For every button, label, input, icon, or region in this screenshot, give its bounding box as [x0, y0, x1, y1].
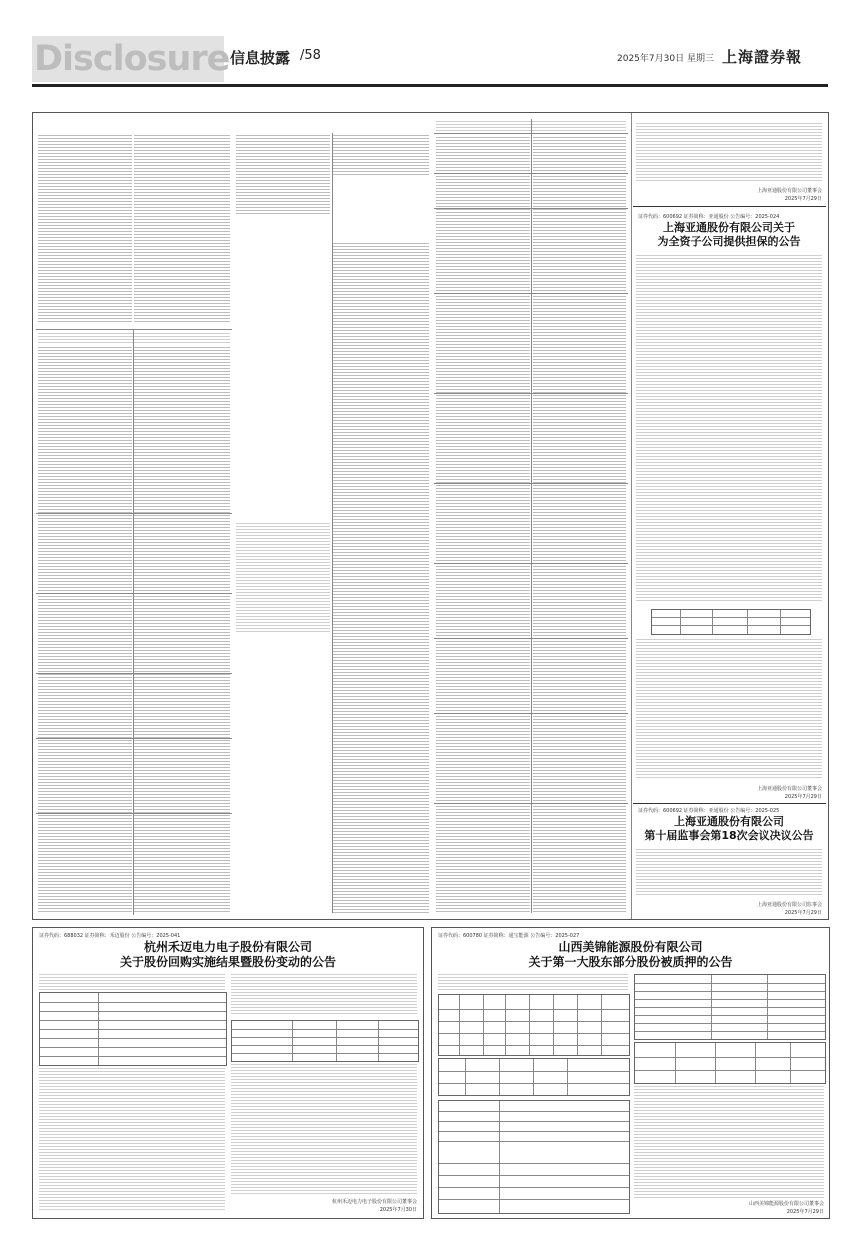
table-rule [36, 738, 232, 739]
table-divider [533, 1059, 534, 1095]
table-divider [529, 995, 530, 1055]
announcement-code: 证券代码：600692 证券简称：亚通股份 公告编号：2025-024 [638, 214, 780, 220]
text-block [636, 123, 822, 183]
signature-date: 2025年7月29日 [784, 794, 822, 800]
table-divider [567, 1059, 568, 1095]
table-rule [635, 1031, 825, 1032]
table-rule [434, 173, 628, 174]
table-divider [755, 1043, 756, 1083]
table-divider [715, 1043, 716, 1083]
announcement-title-line: 第十届监事会第18次会议决议公告 [644, 829, 814, 842]
table-rule [434, 638, 628, 639]
bottom-left-panel [32, 927, 424, 1219]
table-rule [40, 1029, 226, 1030]
table-divider [499, 1059, 500, 1095]
table-divider [292, 1021, 293, 1061]
table-rule [434, 208, 628, 209]
table-rule [40, 1038, 226, 1039]
table-rule [635, 1015, 825, 1016]
announcement-divider [633, 803, 826, 804]
table-rule [439, 1199, 629, 1200]
table-divider [601, 995, 602, 1055]
table-rule [434, 713, 628, 714]
text-block [39, 1068, 225, 1212]
text-block [636, 849, 822, 897]
table-rule [635, 991, 825, 992]
signature-company: 杭州禾迈电力电子股份有限公司董事会 [331, 1199, 417, 1205]
table-rule [652, 625, 810, 626]
table-rule [36, 329, 232, 330]
signature-company: 山西美锦能源股份有限公司董事会 [748, 1201, 824, 1207]
table-rule [635, 1023, 825, 1024]
table-rule [36, 813, 232, 814]
table-rule [232, 1053, 418, 1054]
table-divider [780, 610, 781, 634]
announcement-title [438, 940, 823, 970]
table-divider [499, 1101, 500, 1213]
table-rule [40, 1056, 226, 1057]
signature-company: 上海亚通股份有限公司董事会 [756, 188, 822, 194]
issue-date: 2025年7月30日 星期三 [617, 54, 714, 64]
signature-date: 2025年7月29日 [786, 1209, 824, 1215]
text-block [39, 974, 225, 990]
table-rule [40, 1002, 226, 1003]
announcement-title [39, 940, 417, 970]
newspaper-name: 上海證券報 [722, 48, 803, 66]
table-rule [232, 1037, 418, 1038]
table-rule [439, 1045, 629, 1046]
text-block [236, 135, 330, 215]
table-rule [439, 1163, 629, 1164]
buyback-table [39, 992, 227, 1066]
table-rule [434, 483, 628, 484]
brand-block [32, 36, 230, 82]
signature-date: 2025年7月29日 [784, 910, 822, 916]
table-rule [434, 563, 628, 564]
text-block [231, 974, 417, 1016]
announcement-title-line: 上海亚通股份有限公司 [674, 815, 784, 828]
signature-date: 2025年7月29日 [784, 196, 822, 202]
table-rule [439, 1033, 629, 1034]
table-divider [483, 995, 484, 1055]
table-rule [232, 1029, 418, 1030]
table-rule [232, 1045, 418, 1046]
table-divider [675, 1043, 676, 1083]
main-panel [32, 112, 829, 920]
signature-date: 2025年7月30日 [379, 1207, 417, 1213]
table-divider [712, 610, 713, 634]
announcement-title-line: 为全资子公司提供担保的公告 [657, 235, 801, 248]
table-divider [465, 1059, 466, 1095]
text-block [634, 1086, 824, 1198]
table-divider [133, 329, 134, 915]
table-divider [553, 995, 554, 1055]
table-rule [36, 673, 232, 674]
announcement-title-line: 上海亚通股份有限公司关于 [663, 221, 795, 234]
table-divider [459, 995, 460, 1055]
table-divider [336, 1021, 337, 1061]
announcement-title [636, 815, 822, 843]
table-rule [439, 1141, 629, 1142]
table-divider [332, 133, 333, 913]
table-divider [747, 610, 748, 634]
table-rule [635, 1057, 825, 1058]
signature-company: 上海亚通股份有限公司监事会 [756, 902, 822, 908]
announcement-title-line: 关于股份回购实施结果暨股份变动的公告 [119, 955, 336, 969]
table-rule [439, 1131, 629, 1132]
pledge-detail-table [634, 1042, 826, 1084]
text-block [134, 347, 230, 913]
table-rule [439, 1071, 629, 1072]
table-rule [36, 513, 232, 514]
masthead-rule [32, 84, 828, 87]
text-block [533, 137, 626, 913]
table-divider [505, 995, 506, 1055]
announcement-title-line: 关于第一大股东部分股份被质押的公告 [528, 955, 733, 969]
table-rule [439, 1175, 629, 1176]
table-rule [439, 1009, 629, 1010]
announcement-code: 证券代码：600780 证券简称：通宝能源 公告编号：2025-027 [438, 933, 580, 939]
text-block [231, 1064, 417, 1194]
table-rule [635, 1007, 825, 1008]
table-rule [635, 1070, 825, 1071]
table-rule [439, 1083, 629, 1084]
column-divider [631, 113, 632, 919]
announcement-code: 证券代码：688032 证券简称：禾迈股份 公告编号：2025-041 [39, 933, 181, 939]
table-divider [790, 1043, 791, 1083]
table-rule [439, 1187, 629, 1188]
text-block [38, 135, 132, 323]
text-block [333, 243, 429, 913]
brand-logo-text: Disclosure [34, 39, 230, 79]
share-change-table [231, 1020, 419, 1062]
signature-company: 上海亚通股份有限公司董事会 [756, 786, 822, 792]
table-rule [40, 1011, 226, 1012]
table-rule [40, 1020, 226, 1021]
announcement-title-line: 杭州禾迈电力电子股份有限公司 [143, 940, 312, 954]
table-rule [434, 803, 628, 804]
page-number: /58 [300, 48, 321, 63]
table-rule [635, 983, 825, 984]
financial-table [634, 974, 826, 1040]
text-block [236, 523, 330, 633]
bottom-right-panel [431, 927, 830, 1219]
table-divider [378, 1021, 379, 1061]
table-rule [434, 133, 628, 134]
table-rule [439, 1021, 629, 1022]
table-rule [652, 617, 810, 618]
guarantee-table [651, 609, 811, 635]
text-block [636, 255, 822, 603]
announcement-title [636, 221, 822, 249]
table-divider [680, 610, 681, 634]
table-rule [635, 999, 825, 1000]
announcement-title-line: 山西美锦能源股份有限公司 [558, 940, 703, 954]
table-header [38, 333, 230, 343]
table-rule [434, 393, 628, 394]
text-block [636, 639, 822, 779]
text-block [438, 974, 628, 992]
pledge-table [438, 994, 630, 1056]
masthead [32, 36, 828, 86]
text-block [38, 347, 132, 913]
table-rule [36, 593, 232, 594]
table-rule [434, 293, 628, 294]
announcement-divider [633, 206, 826, 207]
text-block [436, 137, 530, 913]
section-title: 信息披露 [230, 49, 291, 67]
table-rule [439, 1121, 629, 1122]
text-block [333, 135, 429, 175]
table-divider [577, 995, 578, 1055]
shareholder-info-table [438, 1100, 630, 1214]
table-divider [531, 119, 532, 913]
announcement-code: 证券代码：600692 证券简称：亚通股份 公告编号：2025-025 [638, 808, 780, 814]
table-rule [439, 1111, 629, 1112]
pledge-summary-table [438, 1058, 630, 1096]
text-block [134, 135, 230, 323]
table-rule [40, 1047, 226, 1048]
